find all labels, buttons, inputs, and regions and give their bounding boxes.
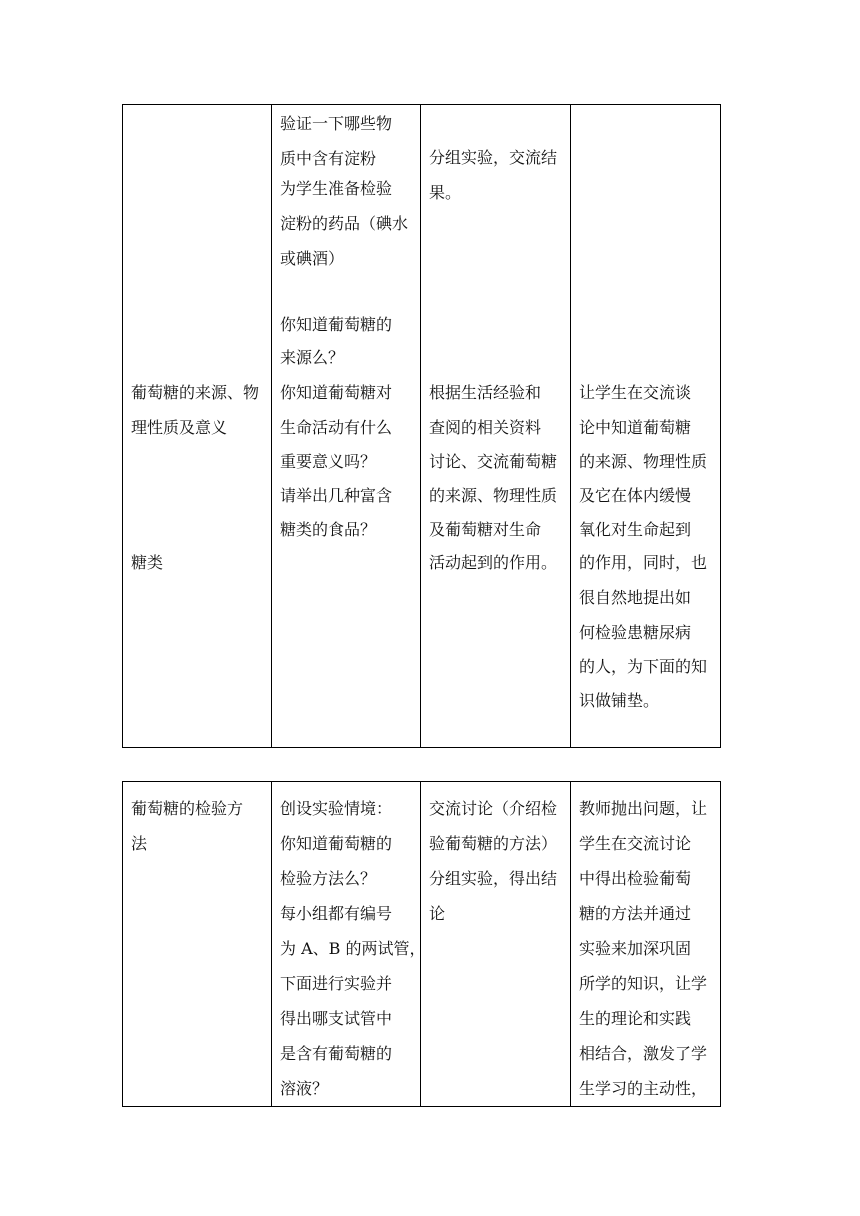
student-line: 讨论、交流葡萄糖	[429, 452, 558, 471]
student-line: 及葡萄糖对生命	[429, 520, 542, 539]
intent-line: 教师抛出问题，让	[579, 799, 708, 818]
teacher-line: 每小组都有编号	[280, 904, 393, 923]
student-line: 查阅的相关资料	[429, 418, 542, 437]
student-line: 交流讨论（介绍检	[429, 799, 558, 818]
teacher-line: 来源么？	[280, 348, 345, 367]
teacher-line: 为 A、B 的两试管，	[280, 939, 426, 958]
intent-line: 论中知道葡萄糖	[579, 418, 692, 437]
intent-line: 识做铺垫。	[579, 691, 660, 710]
student-line: 分组实验，得出结	[429, 869, 558, 888]
teacher-line: 你知道葡萄糖的	[280, 315, 393, 334]
teacher-line: 创设实验情境：	[280, 799, 393, 818]
teacher-activity-cell	[272, 782, 426, 1107]
teacher-line: 检验方法么？	[280, 869, 377, 888]
student-line: 活动起到的作用。	[429, 553, 558, 572]
intent-line: 的人，为下面的知	[579, 657, 708, 676]
topic-cell	[123, 105, 272, 748]
design-intent-cell	[571, 782, 721, 1107]
teacher-line: 淀粉的药品（碘水	[280, 214, 409, 233]
topic-extra: 糖类	[131, 553, 164, 572]
student-line: 分组实验，交流结	[429, 148, 558, 167]
teacher-line: 你知道葡萄糖对	[280, 383, 393, 402]
teacher-line: 为学生准备检验	[280, 179, 393, 198]
intent-line: 很自然地提出如	[579, 588, 692, 607]
student-line: 果。	[429, 183, 462, 202]
lesson-table-1	[122, 104, 721, 748]
lesson-table-2	[122, 781, 721, 1107]
intent-line: 生的理论和实践	[579, 1009, 692, 1028]
student-line: 验葡萄糖的方法）	[429, 834, 558, 853]
intent-line: 中得出检验葡萄	[579, 869, 692, 888]
teacher-line: 你知道葡萄糖的	[280, 834, 393, 853]
teacher-line: 请举出几种富含	[280, 486, 393, 505]
topic-line: 葡萄糖的来源、物	[131, 383, 260, 402]
table-row	[123, 105, 721, 748]
table-row	[123, 782, 721, 1107]
teacher-line: 得出哪支试管中	[280, 1009, 393, 1028]
intent-line: 的作用，同时，也	[579, 553, 708, 572]
design-intent-cell	[571, 105, 721, 748]
intent-line: 让学生在交流谈	[579, 383, 692, 402]
teacher-line: 或碘酒）	[280, 249, 345, 268]
topic-line: 葡萄糖的检验方	[131, 799, 244, 818]
intent-line: 所学的知识，让学	[579, 974, 708, 993]
intent-line: 氧化对生命起到	[579, 520, 692, 539]
teacher-line: 验证一下哪些物	[280, 114, 393, 133]
student-line: 根据生活经验和	[429, 383, 542, 402]
student-activity-cell	[421, 782, 571, 1107]
topic-line: 理性质及意义	[131, 418, 228, 437]
intent-line: 相结合，激发了学	[579, 1044, 708, 1063]
intent-line: 及它在体内缓慢	[579, 486, 692, 505]
intent-line: 的来源、物理性质	[579, 452, 708, 471]
teacher-line: 质中含有淀粉	[280, 149, 377, 168]
intent-line: 生学习的主动性，	[579, 1079, 708, 1098]
teacher-line: 糖类的食品？	[280, 520, 377, 539]
topic-line: 法	[131, 834, 148, 853]
topic-cell	[123, 782, 272, 1107]
teacher-line: 重要意义吗？	[280, 452, 377, 471]
student-line: 论	[429, 904, 446, 923]
intent-line: 实验来加深巩固	[579, 939, 692, 958]
student-line: 的来源、物理性质	[429, 486, 558, 505]
teacher-line: 是含有葡萄糖的	[280, 1044, 393, 1063]
teacher-line: 溶液？	[280, 1079, 329, 1098]
intent-line: 何检验患糖尿病	[579, 623, 692, 642]
teacher-activity-cell	[272, 105, 421, 748]
teacher-line: 下面进行实验并	[280, 974, 393, 993]
student-activity-cell	[421, 105, 571, 748]
teacher-line: 生命活动有什么	[280, 418, 393, 437]
intent-line: 学生在交流讨论	[579, 834, 692, 853]
intent-line: 糖的方法并通过	[579, 904, 692, 923]
